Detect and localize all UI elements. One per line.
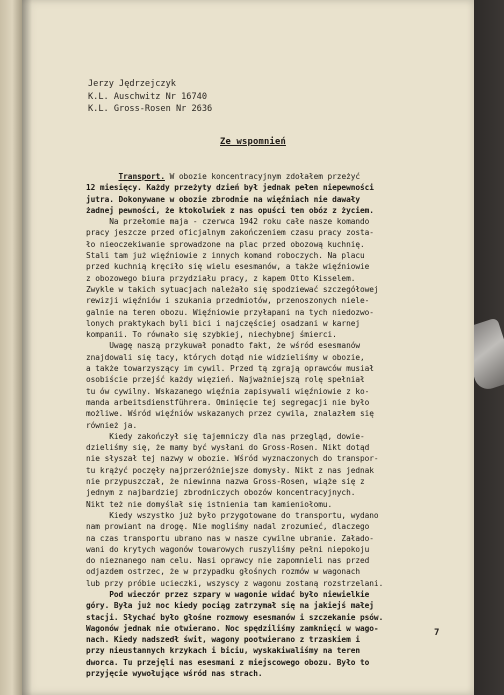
body-line: galnie na teren obozu. Więźniowie przyłapani na tych niedozwo-	[86, 307, 374, 317]
body-line: ło nieoczekiwanie sprowadzone na plac przed obozową kuchnię.	[86, 239, 365, 249]
body-line: lonych praktykach byli bici i najczęściej osadzani w karnej	[86, 318, 361, 328]
body-line: tu krążyć poczęły najprzeróżniejsze domysły. Nikt z nas jednak	[86, 465, 374, 475]
body-line: Kiedy wszystko już było przygotowane do transportu, wydano	[86, 510, 379, 520]
body-line: stacji. Słychać było głośne rozmowy esesmanów i szczekanie psów.	[86, 612, 384, 622]
body-line: lub przy próbie ucieczki, wszyscy z wagonu zostaną rozstrzelani.	[86, 578, 384, 588]
first-line-rest: W obozie koncentracyjnym zdołałem przeżyć	[164, 172, 361, 181]
spine-shadow	[22, 0, 32, 695]
auschwitz-number: K.L. Auschwitz Nr 16740	[88, 91, 207, 102]
body-line: góry. Była już noc kiedy pociąg zatrzymał się na jakiejś małej	[86, 601, 374, 611]
body-lines	[86, 182, 466, 679]
document-title: Ze wspomnień	[220, 137, 286, 147]
author-block	[88, 78, 212, 116]
document-page	[22, 0, 474, 695]
body-line: Pod wieczór przez szpary w wagonie widać było niewielkie	[86, 589, 370, 599]
body-line: znajdowali się tacy, których dotąd nie widzieliśmy w obozie,	[86, 352, 365, 362]
page-number: 7	[434, 628, 440, 638]
body-text	[86, 171, 466, 679]
body-line: Uwagę naszą przykuwał ponadto fakt, że wśród esesmanów	[86, 341, 361, 351]
body-line: przy nieustannych krzykach i biciu, wyskakiwaliśmy na teren	[86, 646, 361, 656]
body-line: Stali tam już więźniowie z innych komand roboczych. Na placu	[86, 251, 365, 261]
body-line: możliwe. Wśród więźniów wskazanych przez cywila, znalazłem się	[86, 409, 374, 419]
body-line: jutra. Dokonywane w obozie zbrodnie na więźniach nie dawały	[86, 194, 361, 204]
body-line: do nieznanego nam celu. Nasi oprawcy nie zapomnieli nas przed	[86, 556, 370, 566]
body-line: 12 miesięcy. Każdy przeżyty dzień był jednak pełen niepewności	[86, 183, 374, 193]
body-line: rewizji więźniów i szukania przedmiotów, przenoszonych niele-	[86, 296, 370, 306]
body-line: kompanii. To równało się szybkiej, niechybnej śmierci.	[86, 330, 337, 340]
body-line: a także towarzyszący im cywil. Przed tą zgrają oprawców musiał	[86, 364, 374, 374]
body-line: na czas transportu ubrano nas w nasze cywilne ubranie. Załado-	[86, 533, 374, 543]
body-line: nie przypuszczał, że niewinna nazwa Gross-Rosen, wiąże się z	[86, 477, 365, 487]
body-line: nach. Kiedy nadszedł świt, wagony pootwierano z trzaskiem i	[86, 635, 361, 645]
left-page-edge	[0, 0, 22, 695]
body-line: dzieliśmy się, że mamy być wysłani do Gross-Rosen. Nikt dotąd	[86, 443, 370, 453]
body-line: przed kuchnią kręciło się wielu esesmanów, a także więźniowie	[86, 262, 370, 272]
body-line: Zwykle w takich sytuacjach należało się spodziewać szczegółowej	[86, 284, 379, 294]
body-line: manda arbeitsdienstführera. Ominięcie tej segregacji nie było	[86, 397, 370, 407]
body-line: z obozowego biura przydziału pracy, z kapem Otto Kisselem.	[86, 273, 356, 283]
body-line: wani do krytych wagonów towarowych ruszyliśmy pełni niepokoju	[86, 544, 370, 554]
body-line: dworca. Tu przejęli nas esesmani z miejscowego obozu. Było to	[86, 657, 370, 667]
section-heading: Transport.	[118, 172, 165, 181]
body-line-first	[86, 171, 466, 182]
body-line: przyjęcie wywołujące wśród nas strach.	[86, 669, 263, 679]
body-line: Na przełomie maja - czerwca 1942 roku całe nasze komando	[86, 217, 370, 227]
body-line: nam prowiant na drogę. Nie mogliśmy nadal zrozumieć, dlaczego	[86, 522, 370, 532]
body-line: również ja.	[86, 420, 138, 430]
body-line: Nikt też nie domyślał się istnienia tam kamieniołomu.	[86, 499, 333, 509]
body-line: jednym z najbardziej zbrodniczych obozów koncentracyjnych.	[86, 488, 356, 498]
body-line: Wagonów jednak nie otwierano. Noc spędziliśmy zamknięci w wago-	[86, 623, 379, 633]
body-line: odjazdem ostrzec, że w przypadku głośnych rozmów w wagonach	[86, 567, 361, 577]
gross-rosen-number: K.L. Gross-Rosen Nr 2636	[88, 104, 213, 115]
author-name: Jerzy Jędrzejczyk	[88, 79, 176, 89]
body-line: pracy jeszcze przed oficjalnym zakończeniem czasu pracy zosta-	[86, 228, 374, 238]
body-line: tu ów cywilny. Wskazanego więźnia zapisywali więźniowie z ko-	[86, 386, 370, 396]
body-line: osobiście przejść każdy więzień. Najważniejszą rolę spełniał	[86, 375, 365, 385]
body-line: żadnej pewności, że ktokolwiek z nas opuści ten obóz z życiem.	[86, 205, 374, 215]
body-line: Kiedy zakończył się tajemniczy dla nas przegląd, dowie-	[86, 431, 365, 441]
body-line: nie słyszał tej nazwy w obozie. Wśród wyznaczonych do transpor-	[86, 454, 379, 464]
